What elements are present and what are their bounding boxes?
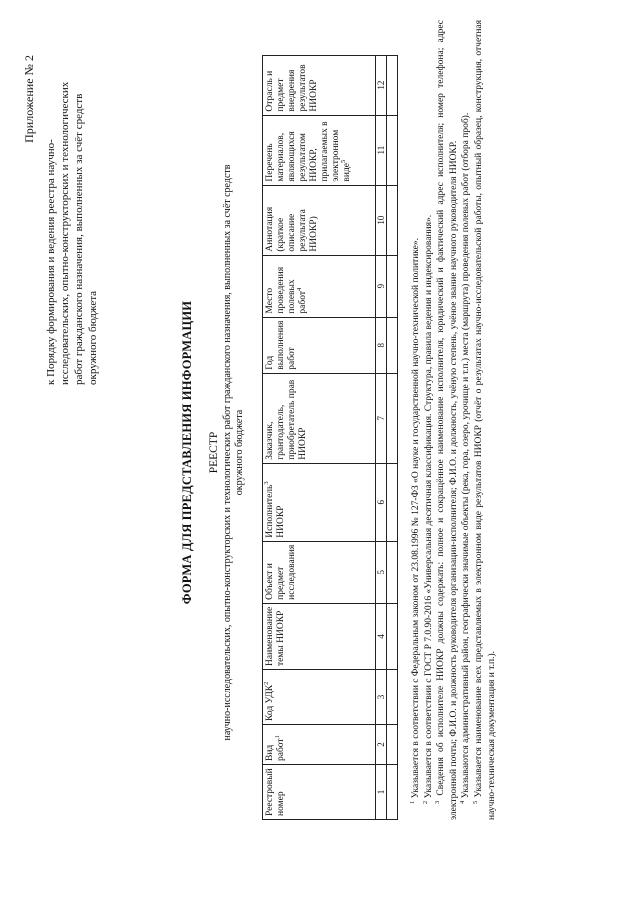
column-number: 2 — [376, 725, 387, 765]
column-number-row — [376, 55, 387, 819]
column-number: 5 — [376, 541, 387, 603]
column-header: Заказчик, грантодатель, приобретатель прав НИОКР — [263, 373, 376, 463]
footnote: $^1$ Указывается в соответствии с Федеральным законом от 23.08.1996 № 127-ФЗ «О науке и государственной научно-технической политике». — [408, 238, 421, 804]
table-cell — [387, 373, 398, 463]
footnotes — [410, 20, 498, 820]
column-number: 7 — [376, 373, 387, 463]
column-number: 9 — [376, 255, 387, 317]
table-cell — [387, 115, 398, 185]
footnote: $^2$ Указывается в соответствии с ГОСТ Р 7.0.90-2016 «Универсальная десятичная классификация. Структура, правила ведения и индексирования». — [421, 214, 434, 804]
column-header: Исполнитель$^3$ НИОКР — [263, 463, 376, 541]
registry-title: РЕЕСТР — [208, 431, 220, 474]
column-header: Место проведения полевых работ$^4$ — [263, 255, 376, 317]
appendix-block — [22, 55, 100, 385]
column-header: Год выполнения работ — [263, 317, 376, 373]
column-number: 12 — [376, 55, 387, 115]
footnote: $^5$ Указывается наименование всех представляемых в электронном виде результатов НИОКР (отчёт о результатах научно-исследовательской работы, опытный образец, конструкция, отчетная научно-техническая документация и т.п.). — [471, 20, 497, 820]
table-cell — [387, 541, 398, 603]
registry-table — [262, 55, 398, 820]
column-number: 6 — [376, 463, 387, 541]
column-header: Наименование темы НИОКР — [263, 603, 376, 669]
registry-subtitle: научно-исследовательских, опытно-конструкторских и технологических работ гражданского назначения, выполненных за счёт средств окружного бюджета — [222, 164, 245, 741]
column-header: Перечень материалов, являющихся результатом НИОКР, прилагаемых в электронном виде$^5$ — [263, 115, 376, 185]
column-header: Код УДК$^2$ — [263, 670, 376, 725]
column-header: Аннотация (краткое описание результата НИОКР) — [263, 185, 376, 255]
table-cell — [387, 185, 398, 255]
column-header: Отрасль и предмет внедрения результатов НИОКР — [263, 55, 376, 115]
footnote: $^3$ Сведения об исполнителе НИОКР должны содержать: полное и сокращённое наименование исполнителя, юридический и фактический адрес исполнителя; номер телефона; адрес электронной почты; Ф.И.О. и должность руководителя организации-исполнителя; Ф.И.О. и должность, учёную степень, учёное звание научного руководителя НИОКР. — [434, 19, 459, 820]
empty-data-row — [387, 55, 398, 819]
column-header: Объект и предмет исследования — [263, 541, 376, 603]
column-number: 1 — [376, 765, 387, 820]
table-cell — [387, 55, 398, 115]
table-cell — [387, 670, 398, 725]
appendix-number: Приложение № 2 — [22, 55, 36, 143]
column-header: Реестровый номер — [263, 765, 376, 820]
column-number: 10 — [376, 185, 387, 255]
column-number: 4 — [376, 603, 387, 669]
column-number: 8 — [376, 317, 387, 373]
table-cell — [387, 765, 398, 820]
column-header: Вид работ$^1$ — [263, 725, 376, 765]
table-cell — [387, 255, 398, 317]
table-cell — [387, 317, 398, 373]
table-cell — [387, 603, 398, 669]
column-number: 11 — [376, 115, 387, 185]
footnote: $^4$ Указываются административный район, географически значимые объекты (река, гора, озеро, урочище и т.п.) места (маршрута) проведения полевых работ (отбора проб). — [459, 112, 472, 804]
table-cell — [387, 725, 398, 765]
table-cell — [387, 463, 398, 541]
form-title: ФОРМА ДЛЯ ПРЕДСТАВЛЕНИЯ ИНФОРМАЦИИ — [180, 300, 194, 605]
column-number: 3 — [376, 670, 387, 725]
appendix-text: к Порядку формирования и ведения реестра научно-исследовательских, опытно-конструкторских и технологических работ гражданского назначения, выполненных за счёт средств окружного бюджета — [45, 81, 99, 385]
table-header-row — [263, 55, 376, 819]
